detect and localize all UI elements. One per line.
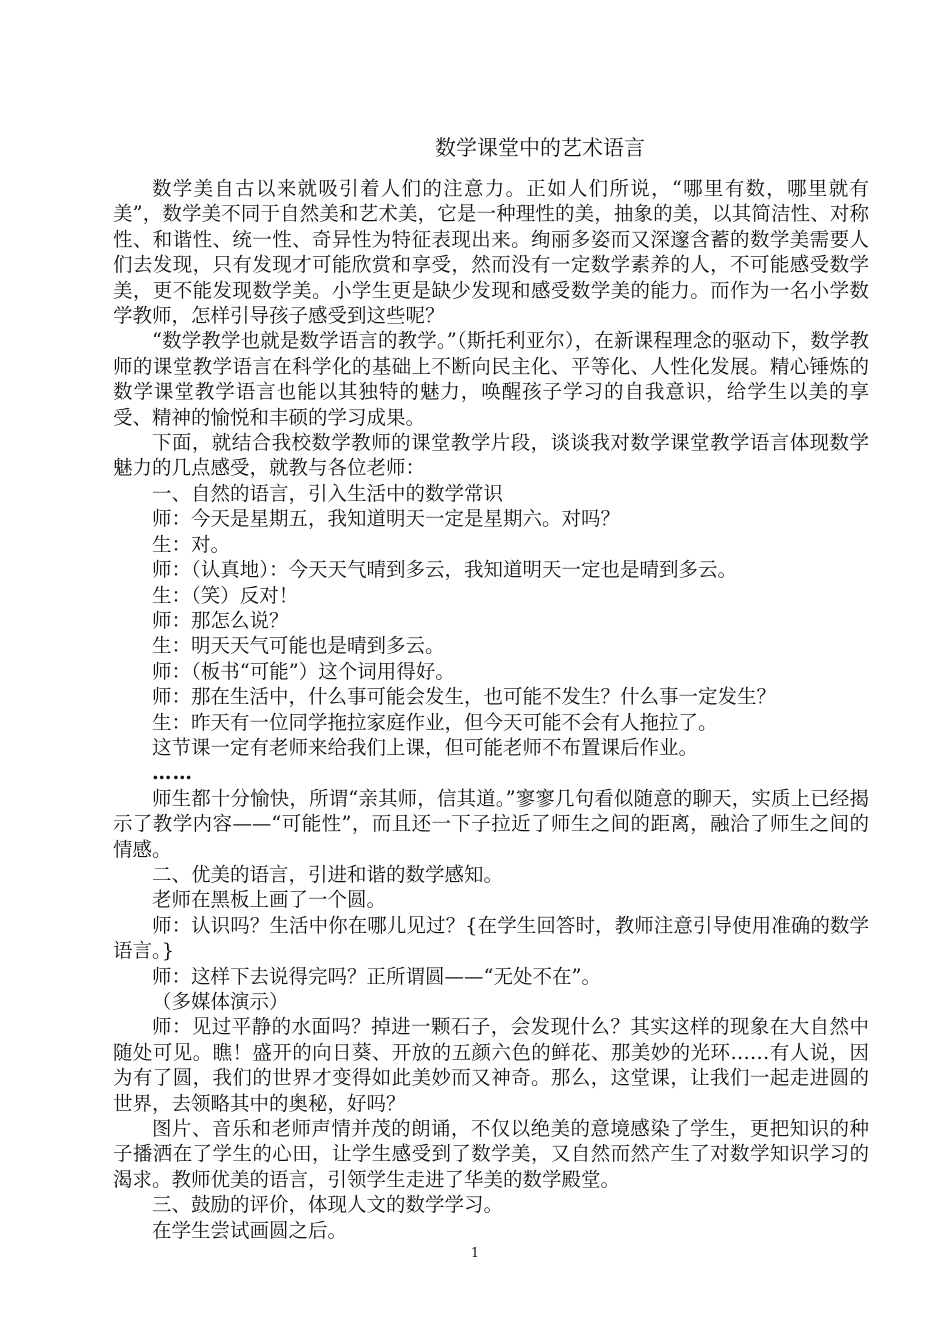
dialogue-line: 生：（笑）反对！ [152,583,299,607]
stage-direction: （多媒体演示） [152,990,289,1013]
dialogue-line: 生：昨天有一位同学拖拉家庭作业，但今天可能不会有人拖拉了。 [152,710,718,734]
dialogue-line: 这节课一定有老师来给我们上课，但可能老师不布置课后作业。 [152,735,699,759]
ellipsis-line: …… [152,761,193,785]
section-heading-1: 一、自然的语言，引入生活中的数学常识 [152,481,504,505]
dialogue-line: 师：（板书“可能”）这个词用得好。 [152,659,455,683]
dialogue-line: 师：那在生活中，什么事可能会发生，也可能不发生？什么事一定发生？ [152,685,777,709]
paragraph-commentary-1: 师生都十分愉快，所谓“亲其师，信其道。”寥寥几句看似随意的聊天，实质上已经揭示了教学内容——“可能性”，而且还一下子拉近了师生之间的距离，融洽了师生之间的情感。 [113,786,869,861]
paragraph-lead-in: 下面，就结合我校数学教师的课堂教学片段，谈谈我对数学课堂教学语言体现数学魅力的几点感受，就教与各位老师： [113,431,869,480]
document-title: 数学课堂中的艺术语言 [435,136,645,160]
page-number: 1 [470,1246,480,1261]
narrative-line: 在学生尝试画圆之后。 [152,1218,348,1242]
section-heading-3: 三、鼓励的评价，体现人文的数学学习。 [152,1193,504,1217]
narrative-line: 老师在黑板上画了一个圆。 [152,888,387,912]
dialogue-line: 师：认识吗？生活中你在哪儿见过？{在学生回答时，教师注意引导使用准确的数学语言。} [113,913,869,963]
dialogue-line: 生：明天天气可能也是晴到多云。 [152,634,445,658]
dialogue-line: 师：这样下去说得完吗？正所谓圆——“无处不在”。 [152,964,601,988]
dialogue-line: 师：见过平静的水面吗？掉进一颗石子，会发现什么？其实这样的现象在大自然中随处可见。瞧！盛开的向日葵、开放的五颜六色的鲜花、那美妙的光环……有人说，因为有了圆，我们的世界才变得如此美妙而又神奇。那么，这堂课，让我们一起走进圆的世界，去领略其中的奥秘，好吗？ [113,1015,869,1115]
dialogue-line: 师：那怎么说？ [152,608,289,632]
dialogue-line: 生：对。 [152,532,231,556]
section-heading-2: 二、优美的语言，引进和谐的数学感知。 [152,862,504,886]
paragraph-intro: 数学美自古以来就吸引着人们的注意力。正如人们所说，“哪里有数，哪里就有美”，数学美不同于自然美和艺术美，它是一种理性的美，抽象的美，以其简洁性、对称性、和谐性、统一性、奇异性为特征表现出来。绚丽多姿而又深邃含蓄的数学美需要人们去发现，只有发现才可能欣赏和享受，然而没有一定数学素养的人，不可能感受数学美，更不能发现数学美。小学生更是缺少发现和感受数学美的能力。而作为一名小学数学教师，怎样引导孩子感受到这些呢？ [113,177,869,328]
paragraph-quote: “数学教学也就是数学语言的教学。”（斯托利亚尔），在新课程理念的驱动下，数学教师的课堂教学语言在科学化的基础上不断向民主化、平等化、人性化发展。精心锤炼的数学课堂教学语言也能以其独特的魅力，唤醒孩子学习的自我意识，给学生以美的享受、精神的愉悦和丰硕的学习成果。 [113,329,869,429]
document-body [113,176,869,1243]
dialogue-line: 师：今天是星期五，我知道明天一定是星期六。对吗？ [152,507,621,531]
dialogue-line: 师：（认真地）：今天天气晴到多云，我知道明天一定也是晴到多云。 [152,558,738,582]
paragraph-commentary-2: 图片、音乐和老师声情并茂的朗诵，不仅以绝美的意境感染了学生，更把知识的种子播洒在了学生的心田，让学生感受到了数学美，又自然而然产生了对数学知识学习的渴求。教师优美的语言，引领学生走进了华美的数学殿堂。 [113,1117,869,1191]
